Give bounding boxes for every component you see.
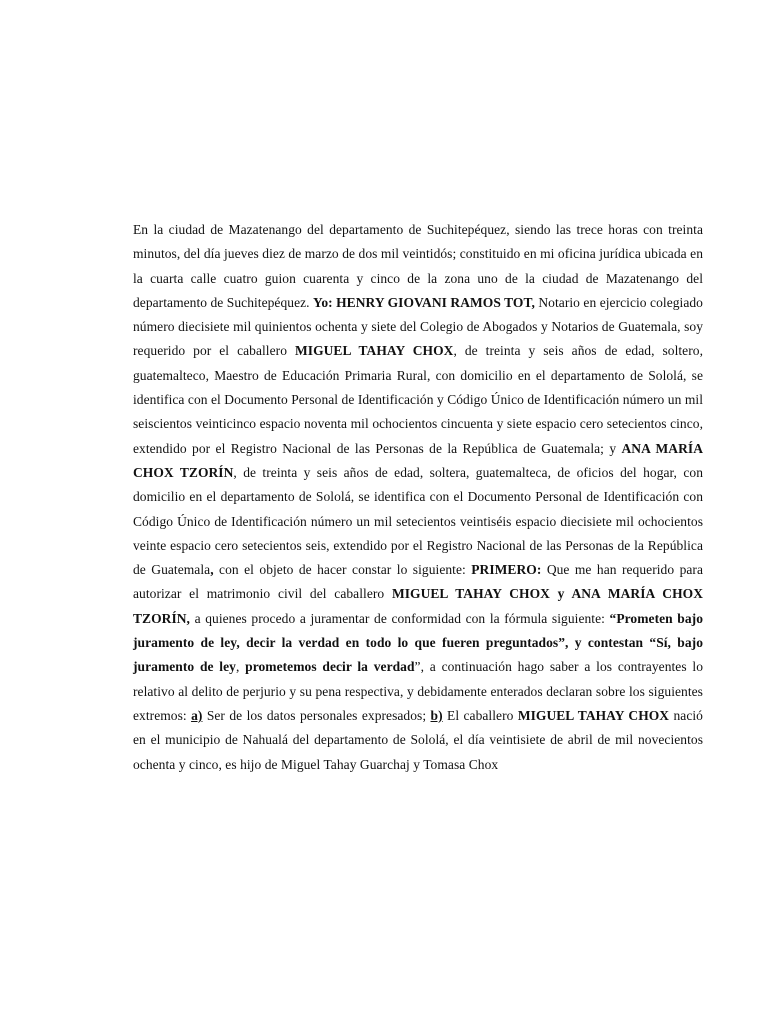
text-segment: nació en el municipio de Nahualá del departamento de Sololá, el día veintisiete de abril de mil novecientos ochenta y cinco, es hijo de Miguel Tahay Guarchaj y Tomasa Chox: [133, 707, 703, 772]
couple-names: MIGUEL TAHAY CHOX y ANA MARÍA CHOX TZORÍN,: [133, 586, 703, 626]
oath-formula: “Prometen bajo juramento de ley, decir la verdad en todo lo que fueren preguntados”, y contestan “Sí, bajo juramento de ley: [133, 610, 704, 675]
text-segment: a quienes procedo a juramentar de conformidad con la fórmula siguiente:: [190, 610, 610, 626]
text-segment: ”, a continuación hago saber a los contrayentes lo relativo al delito de perjurio y su pena respectiva, y debidamente enterados declaran sobre los siguientes extremos:: [133, 659, 703, 723]
text-segment: El caballero: [442, 707, 518, 723]
text-segment: Notario en ejercicio colegiado número diecisiete mil quinientos ochenta y siete del Colegio de Abogados y Notarios de Guatemala, soy requerido por el caballero: [133, 294, 703, 359]
text-segment: Ser de los datos personales expresados;: [202, 707, 431, 723]
item-marker-b: b): [430, 707, 443, 723]
bold-comma: ,: [210, 562, 214, 578]
text-segment: , de treinta y seis años de edad, soltera, guatemalteca, de oficios del hogar, con domicilio en el departamento de Sololá, se identifica con el Documento Personal de Identificación con Código Único de Identificación número un mil setecientos veintiséis espacio diecisiete mil ochocientos veinte espacio cero setecientos seis, extendido por el Registro Nacional de las Personas de la República de Guatemala: [133, 464, 703, 578]
text-segment: con el objeto de hacer constar lo siguiente:: [213, 562, 472, 578]
groom-name: MIGUEL TAHAY CHOX: [517, 707, 670, 723]
text-segment: , de treinta y seis años de edad, soltero, guatemalteco, Maestro de Educación Primaria Rural, con domicilio en el departamento de Sololá, se identifica con el Documento Personal de Identificación y Código Único de Identificación número un mil seiscientos veinticinco espacio noventa mil ochocientos cincuenta y siete espacio cero setecientos cinco, extendido por el Registro Nacional de las Personas de la República de Guatemala; y: [133, 343, 703, 456]
text-segment: En la ciudad de Mazatenango del departamento de Suchitepéquez, siendo las trece horas con treinta minutos, del día jueves diez de marzo de dos mil veintidós; constituido en mi oficina jurídica ubicada en la cuarta calle cuatro guion cuarenta y cinco de la zona uno de la ciudad de Mazatenango del departamento de Suchitepéquez.: [133, 222, 703, 310]
clause-heading-primero: PRIMERO:: [471, 562, 542, 578]
notary-name: Yo: HENRY GIOVANI RAMOS TOT,: [313, 294, 535, 310]
text-segment: ,: [235, 659, 246, 675]
groom-name: MIGUEL TAHAY CHOX: [294, 343, 454, 359]
bride-name: ANA MARÍA CHOX TZORÍN: [133, 440, 703, 480]
item-marker-a: a): [191, 707, 203, 723]
oath-response: prometemos decir la verdad: [245, 659, 415, 675]
text-segment: Que me han requerido para autorizar el matrimonio civil del caballero: [133, 562, 704, 602]
document-body: [133, 218, 703, 777]
